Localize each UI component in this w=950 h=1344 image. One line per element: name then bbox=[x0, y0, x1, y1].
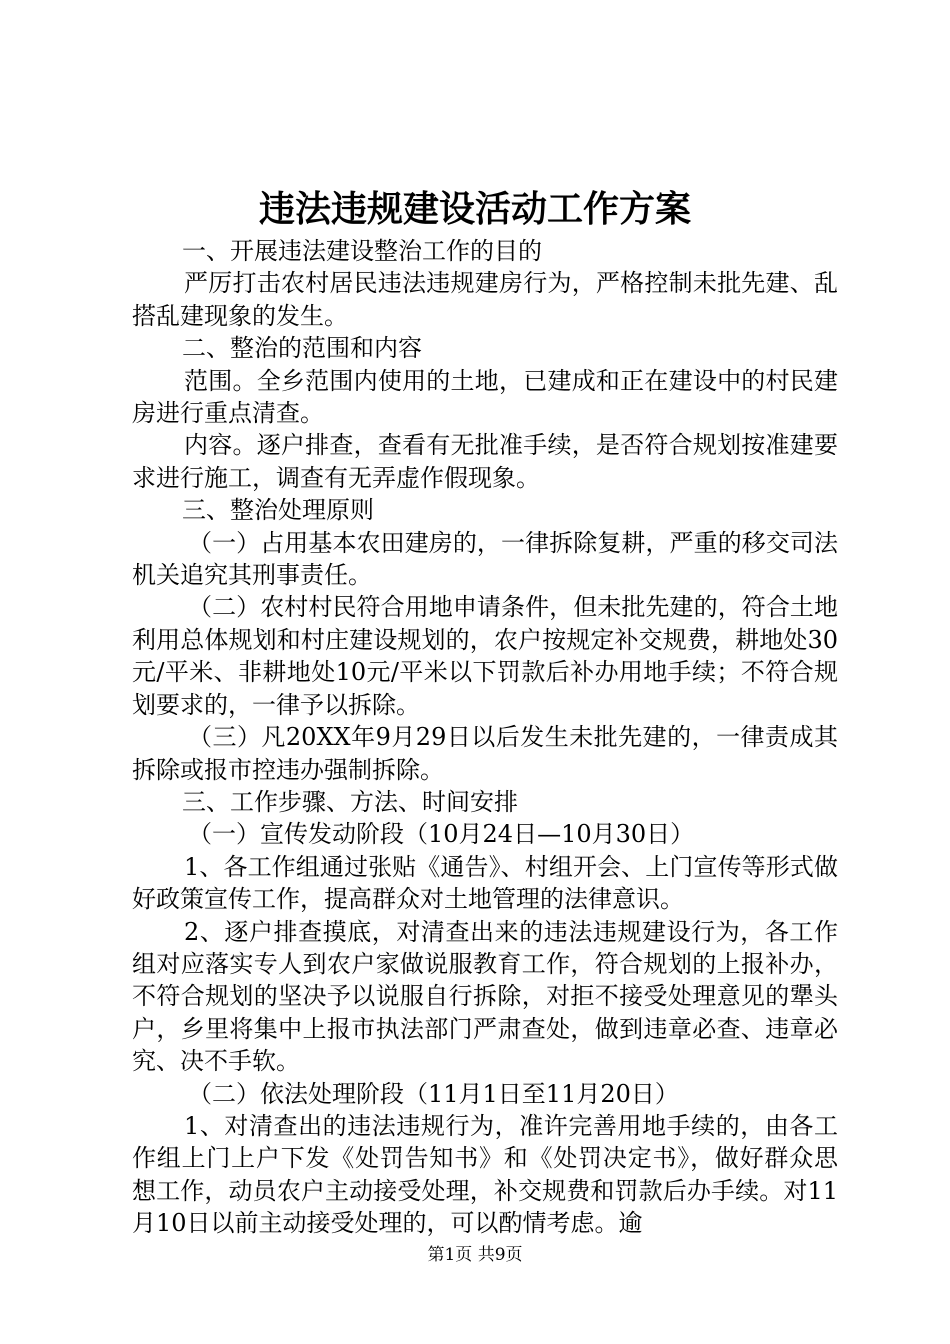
paragraph: 1、各工作组通过张贴《通告》、村组开会、上门宣传等形式做好政策宣传工作，提高群众对土地管理的法律意识。 bbox=[132, 852, 838, 914]
paragraph: （二）农村村民符合用地申请条件，但未批先建的，符合土地利用总体规划和村庄建设规划的，农户按规定补交规费，耕地处30元/平米、非耕地处10元/平米以下罚款后补办用地手续；不符合规划要求的，一律予以拆除。 bbox=[132, 593, 838, 719]
document-title: 违法违规建设活动工作方案 bbox=[258, 188, 691, 230]
section-heading: 二、整治的范围和内容 bbox=[182, 334, 422, 363]
paragraph: 范围。全乡范围内使用的土地，已建成和正在建设中的村民建房进行重点清查。 bbox=[132, 366, 838, 428]
subsection-heading: （一）宣传发动阶段（10月24日—10月30日） bbox=[188, 820, 695, 849]
paragraph: （一）占用基本农田建房的，一律拆除复耕，严重的移交司法机关追究其刑事责任。 bbox=[132, 528, 838, 590]
paragraph: 内容。逐户排查，查看有无批准手续，是否符合规划按准建要求进行施工，调查有无弄虚作假现象。 bbox=[132, 431, 838, 492]
page-footer: 第1页 共9页 bbox=[427, 1245, 523, 1265]
paragraph: 1、对清查出的违法违规行为，准许完善用地手续的，由各工作组上门上户下发《处罚告知书》和《处罚决定书》，做好群众思想工作，动员农户主动接受处理，补交规费和罚款后办手续。对11月10日以前主动接受处理的，可以酌情考虑。逾 bbox=[132, 1111, 838, 1238]
paragraph: （三）凡20XX年9月29日以后发生未批先建的，一律责成其拆除或报市控违办强制拆除。 bbox=[132, 723, 838, 784]
paragraph: 严厉打击农村居民违法违规建房行为，严格控制未批先建、乱搭乱建现象的发生。 bbox=[132, 269, 838, 330]
section-heading: 三、整治处理原则 bbox=[182, 496, 374, 525]
subsection-heading: （二）依法处理阶段（11月1日至11月20日） bbox=[188, 1079, 679, 1108]
section-heading: 一、开展违法建设整治工作的目的 bbox=[182, 237, 542, 265]
section-heading: 三、工作步骤、方法、时间安排 bbox=[182, 787, 518, 816]
paragraph: 2、逐户排查摸底，对清查出来的违法违规建设行为，各工作组对应落实专人到农户家做说服教育工作，符合规划的上报补办，不符合规划的坚决予以说服自行拆除，对拒不接受处理意见的犟头户，乡里将集中上报市执法部门严肃查处，做到违章必查、违章必究、决不手软。 bbox=[132, 917, 838, 1076]
document-body bbox=[132, 235, 838, 1240]
